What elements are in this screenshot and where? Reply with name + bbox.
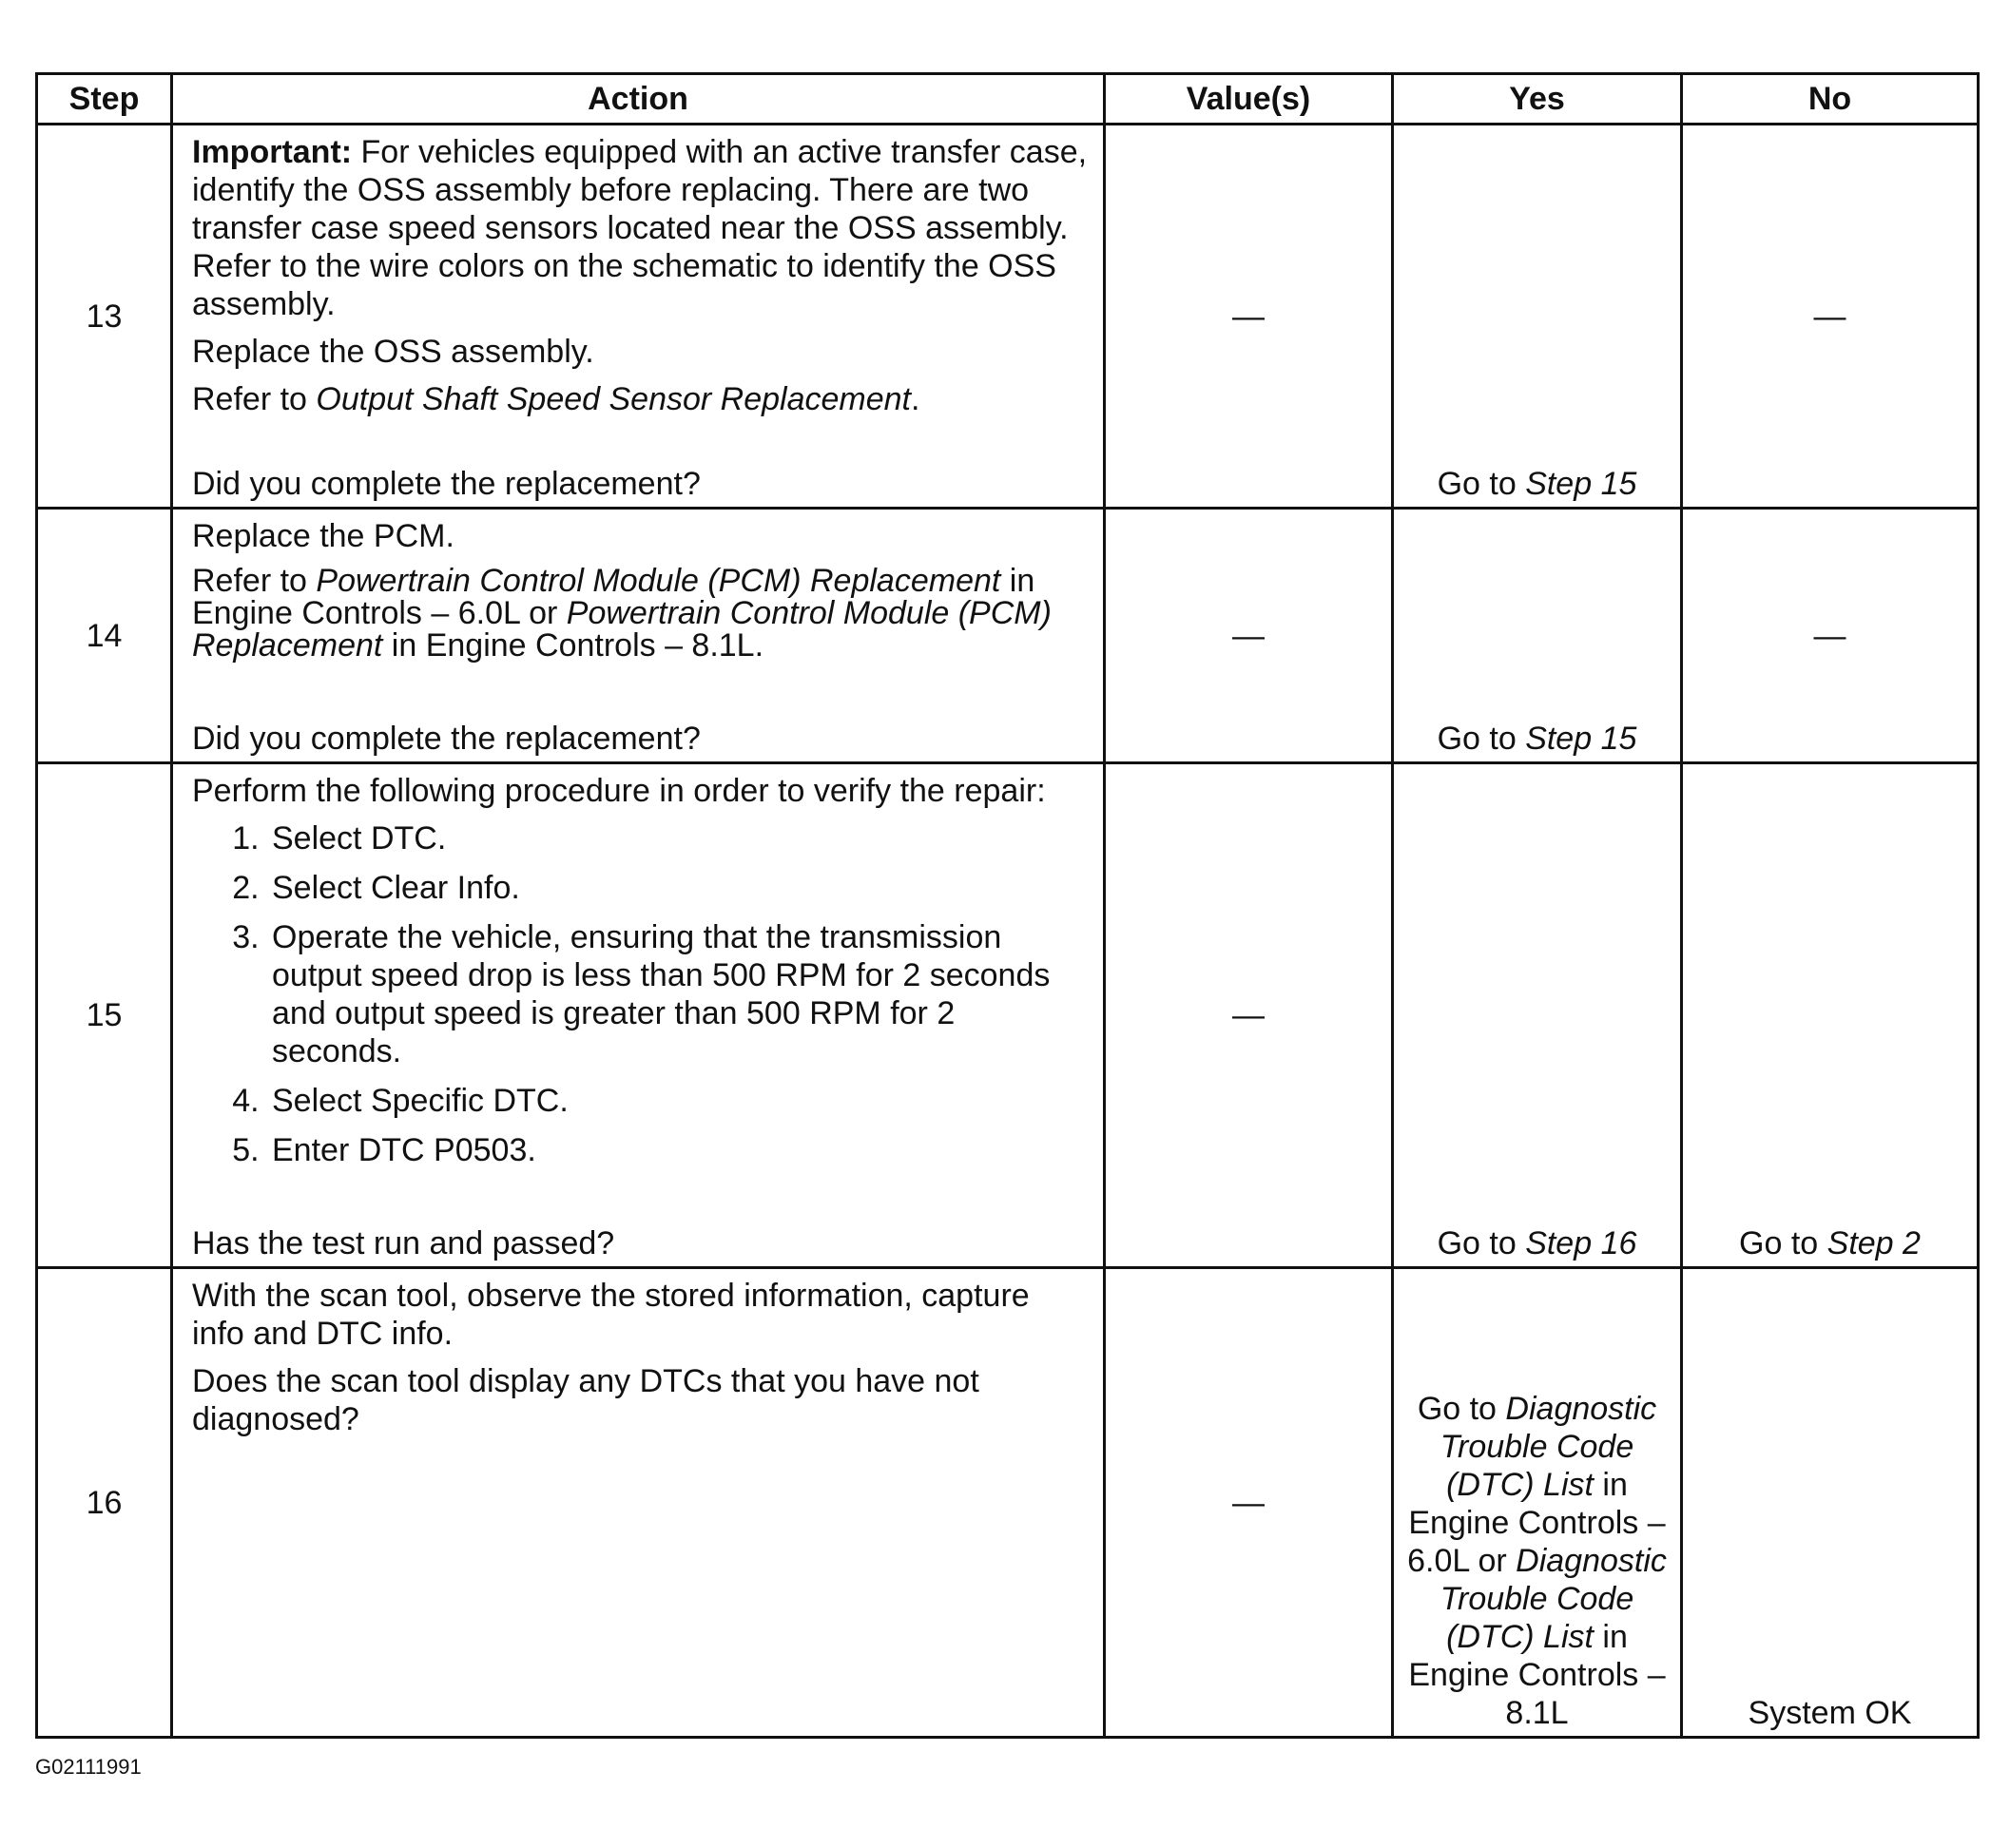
header-yes: Yes: [1393, 74, 1682, 125]
table-row-step-13: [37, 125, 1979, 509]
yes-link-step-15[interactable]: Step 15: [1525, 466, 1637, 502]
yes-suffix: in Engine Controls – 8.1L: [1408, 1619, 1666, 1731]
no-cell: [1682, 763, 1979, 1268]
action-paragraph: Perform the following procedure in order to verify the repair:: [192, 773, 1046, 809]
step-question: Has the test run and passed?: [192, 1225, 615, 1261]
action-paragraph: Replace the PCM.: [192, 518, 454, 554]
step-number: 16: [37, 1268, 172, 1738]
procedure-list: [192, 819, 1090, 1169]
header-step: Step: [37, 74, 172, 125]
step-question: Did you complete the replacement?: [192, 466, 701, 502]
refer-suffix: .: [911, 381, 920, 417]
action-cell: [172, 763, 1105, 1268]
refer-prefix: Refer to: [192, 381, 317, 417]
important-text: For vehicles equipped with an active transfer case, identify the OSS assembly before replacing. There are two transfer case speed sensors located near the OSS assembly. Refer to the wire colors on the schematic to identify the OSS assembly.: [192, 134, 1088, 322]
list-item: 5. Enter DTC P0503.: [268, 1131, 1090, 1169]
values-cell: —: [1105, 1268, 1393, 1738]
action-paragraph: With the scan tool, observe the stored information, capture info and DTC info.: [192, 1278, 1030, 1352]
refer-line: [192, 380, 1090, 418]
action-cell: [172, 1268, 1105, 1738]
step-number: 14: [37, 509, 172, 763]
yes-link-dtc-list-81[interactable]: Diagnostic Trouble Code (DTC) List: [1440, 1543, 1667, 1655]
yes-link-step-15[interactable]: Step 15: [1525, 721, 1637, 757]
important-note: [192, 133, 1090, 323]
no-cell: System OK: [1682, 1268, 1979, 1738]
no-cell: —: [1682, 125, 1979, 509]
yes-prefix: Go to: [1417, 1391, 1506, 1427]
table-header-row: [37, 74, 1979, 125]
action-paragraph: Replace the OSS assembly.: [192, 334, 594, 370]
values-cell: —: [1105, 509, 1393, 763]
yes-cell: [1393, 509, 1682, 763]
refer-link-oss-replacement[interactable]: Output Shaft Speed Sensor Replacement: [316, 381, 912, 417]
yes-link-dtc-list-60[interactable]: Diagnostic Trouble Code (DTC) List: [1440, 1391, 1657, 1503]
no-cell: —: [1682, 509, 1979, 763]
refer-mid: in Engine Controls – 6.0L or: [192, 563, 1035, 631]
yes-prefix: Go to: [1437, 466, 1526, 502]
important-label: Important:: [192, 134, 353, 170]
values-cell: —: [1105, 125, 1393, 509]
list-item: 3. Operate the vehicle, ensuring that the transmission output speed drop is less than 500 RPM for 2 seconds and output speed is greater than 500 RPM for 2 seconds.: [268, 918, 1090, 1070]
refer-link-pcm-replacement-81[interactable]: Powertrain Control Module (PCM) Replacement: [192, 595, 1052, 664]
step-question: Did you complete the replacement?: [192, 721, 701, 757]
yes-cell: [1393, 125, 1682, 509]
step-number: 15: [37, 763, 172, 1268]
header-action: Action: [172, 74, 1105, 125]
action-cell: [172, 509, 1105, 763]
yes-prefix: Go to: [1437, 721, 1526, 757]
yes-mid: in Engine Controls – 6.0L or: [1407, 1467, 1666, 1579]
table-row-step-16: [37, 1268, 1979, 1738]
refer-link-pcm-replacement-60[interactable]: Powertrain Control Module (PCM) Replacement: [316, 563, 1001, 599]
yes-cell: [1393, 1268, 1682, 1738]
refer-prefix: Refer to: [192, 563, 317, 599]
table-row-step-15: [37, 763, 1979, 1268]
list-item: 1. Select DTC.: [268, 819, 1090, 857]
refer-line: [192, 565, 1090, 662]
step-number: 13: [37, 125, 172, 509]
list-item: 2. Select Clear Info.: [268, 869, 1090, 907]
table-row-step-14: [37, 509, 1979, 763]
figure-id: G02111991: [35, 1755, 142, 1779]
header-no: No: [1682, 74, 1979, 125]
diagnostic-table: [35, 72, 1980, 1739]
list-item: 4. Select Specific DTC.: [268, 1082, 1090, 1120]
step-question: Does the scan tool display any DTCs that you have not diagnosed?: [192, 1363, 979, 1437]
values-cell: —: [1105, 763, 1393, 1268]
no-prefix: Go to: [1739, 1225, 1827, 1261]
action-cell: [172, 125, 1105, 509]
yes-link-step-16[interactable]: Step 16: [1525, 1225, 1637, 1261]
no-link-step-2[interactable]: Step 2: [1826, 1225, 1921, 1261]
yes-prefix: Go to: [1437, 1225, 1526, 1261]
yes-cell: [1393, 763, 1682, 1268]
refer-suffix: in Engine Controls – 8.1L.: [382, 627, 764, 664]
header-values: Value(s): [1105, 74, 1393, 125]
yes-dtc-list-reference: [1394, 1390, 1680, 1732]
